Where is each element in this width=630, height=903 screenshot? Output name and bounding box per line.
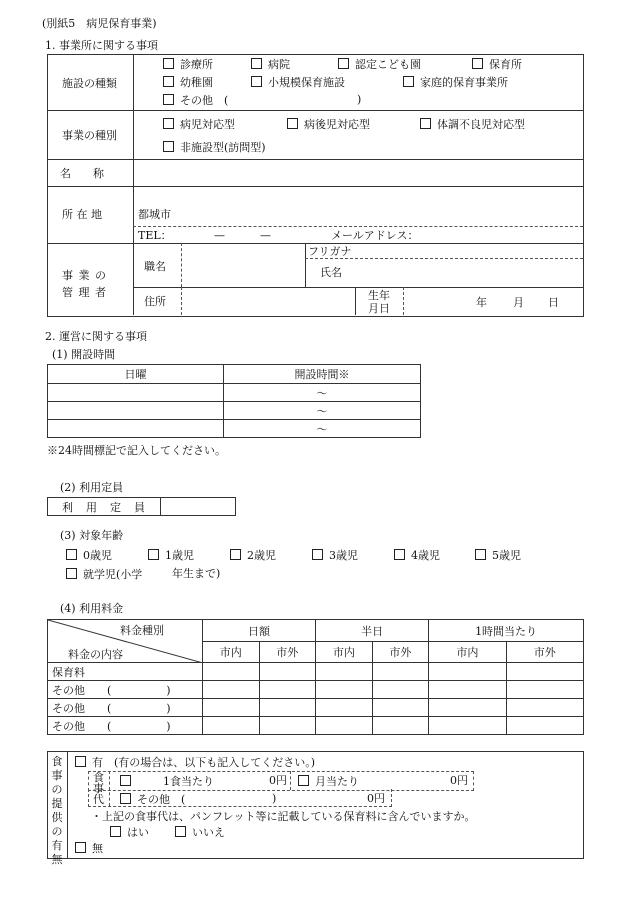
birth-year: 年 bbox=[476, 296, 487, 309]
capacity-field[interactable] bbox=[161, 498, 236, 516]
checkbox[interactable] bbox=[163, 94, 174, 105]
fee-cell[interactable] bbox=[506, 717, 583, 735]
hours-note: ※24時間標記で記入してください。 bbox=[47, 444, 226, 457]
fee-cell[interactable] bbox=[203, 699, 260, 717]
meal-yes[interactable]: 有 (有の場合は、以下も記入してください。) bbox=[75, 756, 315, 768]
checkbox[interactable] bbox=[175, 826, 186, 837]
hours-day-cell[interactable] bbox=[48, 384, 224, 402]
meal-per-month[interactable]: 月当たり bbox=[298, 775, 359, 787]
address-label: 所 在 地 bbox=[62, 208, 102, 221]
hours-time-cell[interactable]: ～ bbox=[224, 420, 421, 438]
hours-time-cell[interactable]: ～ bbox=[224, 384, 421, 402]
fee-row-label: その他 ( ) bbox=[48, 699, 203, 717]
age-opt-4[interactable]: 4歳児 bbox=[394, 549, 440, 561]
meal-fee-label: 食事代 bbox=[93, 771, 104, 806]
fee-cell[interactable] bbox=[316, 681, 373, 699]
fee-cell[interactable] bbox=[429, 681, 506, 699]
facility-opt-katei[interactable]: 家庭的保育事業所 bbox=[403, 76, 508, 88]
checkbox[interactable] bbox=[163, 141, 174, 152]
fee-group-daily: 日額 bbox=[203, 620, 316, 642]
checkbox[interactable] bbox=[420, 118, 431, 129]
age-opt-5[interactable]: 5歳児 bbox=[475, 549, 521, 561]
checkbox[interactable] bbox=[75, 756, 86, 767]
fee-cell[interactable] bbox=[203, 681, 260, 699]
hours-title: (1) 開設時間 bbox=[52, 348, 116, 361]
fee-kind-label: 料金種別 bbox=[120, 624, 164, 637]
manager-name-label: 氏名 bbox=[320, 266, 342, 279]
fee-cell[interactable] bbox=[372, 717, 429, 735]
checkbox[interactable] bbox=[163, 118, 174, 129]
checkbox[interactable] bbox=[75, 842, 86, 853]
facility-opt-hospital[interactable]: 病院 bbox=[251, 58, 290, 70]
facility-opt-small[interactable]: 小規模保育施設 bbox=[251, 76, 345, 88]
fee-cell[interactable] bbox=[259, 717, 316, 735]
fee-cell[interactable] bbox=[316, 663, 373, 681]
furigana-label: フリガナ bbox=[308, 245, 352, 258]
checkbox[interactable] bbox=[120, 775, 131, 786]
birth-label: 生年 月日 bbox=[368, 289, 390, 315]
checkbox[interactable] bbox=[120, 793, 131, 804]
fee-cell[interactable] bbox=[506, 699, 583, 717]
checkbox[interactable] bbox=[148, 549, 159, 560]
fee-title: (4) 利用料金 bbox=[60, 602, 124, 615]
manager-label: 事 業 の 管 理 者 bbox=[62, 269, 107, 299]
checkbox[interactable] bbox=[251, 76, 262, 87]
age-title: (3) 対象年齢 bbox=[60, 529, 124, 542]
checkbox[interactable] bbox=[312, 549, 323, 560]
checkbox[interactable] bbox=[298, 775, 309, 786]
fee-sub-in: 市内 bbox=[316, 642, 373, 663]
age-opt-school[interactable]: 就学児(小学 bbox=[66, 568, 142, 580]
fee-sub-in: 市内 bbox=[203, 642, 260, 663]
fee-row-label: 保育料 bbox=[48, 663, 203, 681]
fee-sub-out: 市外 bbox=[259, 642, 316, 663]
age-opt-0[interactable]: 0歳児 bbox=[66, 549, 112, 561]
fee-content-label: 料金の内容 bbox=[68, 648, 123, 661]
meal-label: 食事の提供の有無 bbox=[51, 755, 63, 866]
hours-time-cell[interactable]: ～ bbox=[224, 402, 421, 420]
fee-sub-in: 市内 bbox=[429, 642, 506, 663]
birth-month: 月 bbox=[513, 296, 524, 309]
fee-cell[interactable] bbox=[506, 681, 583, 699]
business-label: 事業の種別 bbox=[62, 129, 117, 142]
facility-opt-other[interactable]: その他 ( bbox=[163, 94, 228, 106]
fee-cell[interactable] bbox=[372, 681, 429, 699]
checkbox[interactable] bbox=[230, 549, 241, 560]
capacity-title: (2) 利用定員 bbox=[60, 481, 124, 494]
checkbox[interactable] bbox=[110, 826, 121, 837]
age-opt-3[interactable]: 3歳児 bbox=[312, 549, 358, 561]
name-label: 名 称 bbox=[60, 167, 104, 180]
meal-per-meal[interactable]: 1食当たり bbox=[120, 775, 214, 787]
fee-group-half: 半日 bbox=[316, 620, 429, 642]
manager-title-label: 職名 bbox=[144, 260, 166, 273]
section1-title: 1. 事業所に関する事項 bbox=[45, 39, 158, 52]
checkbox[interactable] bbox=[287, 118, 298, 129]
fee-sub-out: 市外 bbox=[372, 642, 429, 663]
meal-question: ・上記の食事代は、パンフレット等に記載している保育料に含んでいますか。 bbox=[91, 810, 476, 823]
meal-yen-2: 0円 bbox=[450, 774, 468, 787]
fee-cell[interactable] bbox=[259, 699, 316, 717]
fee-cell[interactable] bbox=[259, 681, 316, 699]
meal-other[interactable]: その他 ( bbox=[120, 793, 185, 805]
manager-address-label: 住所 bbox=[144, 295, 166, 308]
fee-cell[interactable] bbox=[372, 699, 429, 717]
checkbox[interactable] bbox=[472, 58, 483, 69]
fee-row-label: その他 ( ) bbox=[48, 717, 203, 735]
checkbox[interactable] bbox=[163, 58, 174, 69]
hours-head-time: 開設時間※ bbox=[224, 365, 421, 384]
form-number: (別紙5 病児保育事業) bbox=[42, 17, 157, 30]
checkbox[interactable] bbox=[66, 568, 77, 579]
business-opt-byouji[interactable]: 病児対応型 bbox=[163, 118, 235, 130]
meal-yen-3: 0円 bbox=[367, 792, 385, 805]
checkbox[interactable] bbox=[66, 549, 77, 560]
hours-day-cell[interactable] bbox=[48, 402, 224, 420]
facility-label: 施設の種類 bbox=[62, 77, 117, 90]
age-opt-1[interactable]: 1歳児 bbox=[148, 549, 194, 561]
facility-opt-clinic[interactable]: 診療所 bbox=[163, 58, 213, 70]
fee-row-label: その他 ( ) bbox=[48, 681, 203, 699]
fee-cell[interactable] bbox=[316, 699, 373, 717]
fee-cell[interactable] bbox=[429, 699, 506, 717]
age-opt-2[interactable]: 2歳児 bbox=[230, 549, 276, 561]
fee-cell[interactable] bbox=[203, 663, 260, 681]
hours-day-cell[interactable] bbox=[48, 420, 224, 438]
checkbox[interactable] bbox=[338, 58, 349, 69]
name-field[interactable] bbox=[135, 162, 581, 184]
facility-opt-yochien[interactable]: 幼稚園 bbox=[163, 76, 213, 88]
tel-dash-1: — bbox=[214, 229, 225, 242]
city-text: 都城市 bbox=[138, 208, 171, 221]
fee-table bbox=[47, 619, 584, 735]
facility-opt-nintei[interactable]: 認定こども園 bbox=[338, 58, 421, 70]
meal-yen-1: 0円 bbox=[269, 774, 287, 787]
capacity-table bbox=[47, 497, 236, 516]
meal-no[interactable]: 無 bbox=[75, 842, 103, 854]
fee-corner bbox=[48, 620, 203, 663]
age-school-end: 年生まで) bbox=[172, 567, 221, 580]
hours-head-day: 日曜 bbox=[48, 365, 224, 384]
checkbox[interactable] bbox=[251, 58, 262, 69]
hours-table bbox=[47, 364, 421, 438]
birth-day: 日 bbox=[548, 296, 559, 309]
fee-cell[interactable] bbox=[429, 663, 506, 681]
checkbox[interactable] bbox=[394, 549, 405, 560]
fee-group-hourly: 1時間当たり bbox=[429, 620, 584, 642]
checkbox[interactable] bbox=[163, 76, 174, 87]
fee-cell[interactable] bbox=[429, 717, 506, 735]
section2-title: 2. 運営に関する事項 bbox=[45, 330, 147, 343]
tel-label: TEL： bbox=[138, 229, 172, 242]
fee-cell[interactable] bbox=[203, 717, 260, 735]
checkbox[interactable] bbox=[475, 549, 486, 560]
meal-answer-no[interactable]: いいえ bbox=[175, 826, 225, 838]
business-opt-byougo[interactable]: 病後児対応型 bbox=[287, 118, 370, 130]
business-opt-taicho[interactable]: 体調不良児対応型 bbox=[420, 118, 525, 130]
fee-cell[interactable] bbox=[316, 717, 373, 735]
mail-label: メールアドレス： bbox=[331, 229, 419, 242]
facility-opt-hoikusho[interactable]: 保育所 bbox=[472, 58, 522, 70]
capacity-label: 利 用 定 員 bbox=[48, 498, 161, 516]
checkbox[interactable] bbox=[403, 76, 414, 87]
meal-other-close: ) bbox=[272, 792, 277, 805]
fee-cell[interactable] bbox=[372, 663, 429, 681]
facility-other-close: ) bbox=[357, 93, 362, 106]
fee-cell[interactable] bbox=[506, 663, 583, 681]
tel-dash-2: — bbox=[260, 229, 271, 242]
meal-answer-yes[interactable]: はい bbox=[110, 826, 149, 838]
business-opt-houmon[interactable]: 非施設型(訪問型) bbox=[163, 141, 266, 153]
fee-cell[interactable] bbox=[259, 663, 316, 681]
fee-sub-out: 市外 bbox=[506, 642, 583, 663]
